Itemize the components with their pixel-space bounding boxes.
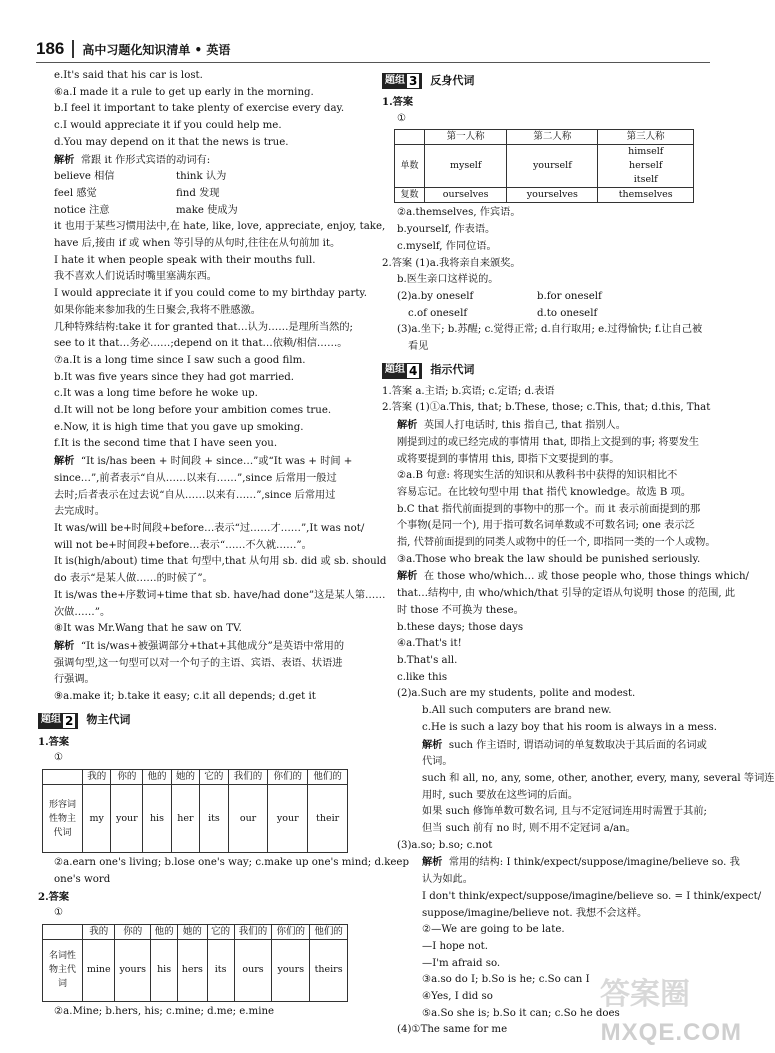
- verb-pair: [54, 203, 362, 220]
- analysis-text: such 作主语时, 谓语动词的单复数取决于其后面的名词或: [448, 739, 707, 751]
- section-heading-3: [382, 72, 712, 90]
- section-title: 物主代词: [86, 713, 131, 727]
- text-line: —I'm afraid so.: [422, 957, 501, 969]
- cell-line: herself: [629, 160, 663, 172]
- text-line: ⑨a.make it; b.take it easy; c.it all depends; d.get it: [54, 691, 316, 703]
- table-row: [395, 145, 694, 188]
- table-cell: yourself: [507, 145, 598, 188]
- text-line: 代词。: [422, 756, 453, 768]
- table-header-cell: 第一人称: [425, 130, 507, 145]
- analysis-text: “It is/has been + 时间段 + since…”或“It was + 时间 +: [80, 456, 353, 468]
- table-cell: theirs: [310, 939, 348, 1001]
- section-tag: [38, 713, 78, 729]
- analysis-line: [54, 152, 362, 170]
- analysis-line: [382, 417, 712, 435]
- text-line: ②a.earn one's living; b.lose one's way; c.make up one's mind; d.keep: [54, 857, 409, 869]
- table-header-cell: 你们的: [272, 924, 310, 939]
- text-line: (3)a.坐下; b.苏醒; c.觉得正常; d.自行取用; e.过得愉快; f.让自己被: [397, 324, 703, 336]
- text-line: it 也用于某些习惯用法中,在 hate, like, love, appreciate, enjoy, take,: [54, 221, 386, 233]
- text-line: 几种特殊结构:take it for granted that…认为……是理所当然的;: [54, 321, 353, 333]
- table-header-cell: 你的: [111, 770, 143, 785]
- option-right: d.to oneself: [537, 307, 598, 319]
- option-left: (2)a.by oneself: [397, 290, 474, 302]
- option-left: c.of oneself: [408, 307, 468, 319]
- verb-right: think 认为: [176, 171, 227, 183]
- table-header-cell: 他的: [151, 924, 178, 939]
- analysis-line: [54, 638, 362, 656]
- text-line: suppose/imagine/believe not. 我想不会这样。: [422, 907, 648, 919]
- table-cell: their: [308, 785, 348, 853]
- table-header-cell: 第二人称: [507, 130, 598, 145]
- text-line: 或将要提到的事情用 this, 即指下文要提到的事。: [397, 453, 620, 465]
- section-heading-2: [38, 712, 362, 730]
- adjective-possessive-table: [42, 769, 348, 853]
- verb-left: believe 相信: [54, 171, 115, 183]
- cell-line: itself: [633, 174, 658, 186]
- text-line: b.yourself, 作表语。: [397, 224, 496, 236]
- text-line: 我不喜欢人们说话时嘴里塞满东西。: [54, 271, 217, 283]
- table-header-cell: 你的: [115, 924, 151, 939]
- text-line: I don't think/expect/suppose/imagine/believe so. = I think/expect/: [422, 890, 762, 902]
- text-line: b.That's all.: [397, 654, 458, 666]
- option-pair: [382, 289, 712, 306]
- section-title: 指示代词: [430, 363, 475, 377]
- table-row: [395, 188, 694, 203]
- table-header-row: [43, 770, 348, 785]
- table-header-cell: 我的: [83, 924, 115, 939]
- text-line: ⑥a.I made it a rule to get up early in the morning.: [54, 86, 314, 98]
- text-line: 去时;后者表示在过去说“自从……以来有……”,since 后常用过: [54, 489, 336, 501]
- text-line: 如果 such 修饰单数可数名词, 且与不定冠词连用时需置于其前;: [422, 806, 707, 818]
- analysis-label: 解析: [54, 639, 75, 652]
- section-tag-number: 4: [409, 363, 418, 378]
- table-cell: her: [171, 785, 199, 853]
- section-title: 反身代词: [430, 73, 475, 87]
- text-line: ③a.so do I; b.So is he; c.So can I: [422, 974, 590, 986]
- table-header-cell: 她的: [171, 770, 199, 785]
- text-line: ⑤a.So she is; b.So it can; c.So he does: [422, 1007, 620, 1019]
- noun-possessive-table: [42, 924, 348, 1002]
- analysis-label: 解析: [54, 153, 75, 166]
- text-line: b.these days; those days: [397, 621, 524, 633]
- reflexive-pronoun-table: [394, 129, 694, 203]
- text-line: b.医生亲口这样说的。: [397, 274, 499, 286]
- text-line: It was/will be+时间段+before…表示“过……才……”,It was not/: [54, 522, 365, 534]
- text-line: 但当 such 前有 no 时, 则不用不定冠词 a/an。: [422, 823, 636, 835]
- text-line: ②a.B 句意: 将现实生活的知识和从教科书中获得的知识相比不: [397, 470, 678, 482]
- left-column: [38, 68, 409, 1021]
- section-heading-4: [382, 362, 712, 380]
- header-rule: [36, 62, 710, 63]
- text-line: f.It is the second time that I have seen you.: [54, 438, 278, 450]
- table-header-cell: 你们的: [268, 770, 308, 785]
- table-row: [43, 785, 348, 853]
- table-corner: [43, 770, 83, 785]
- verb-right: make 使成为: [176, 204, 238, 216]
- verb-left: notice 注意: [54, 204, 110, 216]
- text-line: I would appreciate it if you could come to my birthday party.: [54, 288, 368, 300]
- section-tag-number: 3: [409, 74, 418, 88]
- text-line: c.He is such a lazy boy that his room is always in a mess.: [422, 721, 717, 733]
- text-line: 次做……”。: [54, 606, 111, 618]
- table-cell: yours: [272, 939, 310, 1001]
- table-header-cell: 她的: [178, 924, 207, 939]
- table-header-cell: 我的: [83, 770, 111, 785]
- analysis-label: 解析: [397, 419, 418, 432]
- verb-right: find 发现: [176, 187, 220, 199]
- text-line: since…”,前者表示“自从……以来有……”,since 后常用一般过: [54, 472, 337, 484]
- table-header-cell: 他们的: [308, 770, 348, 785]
- text-line: such 和 all, no, any, some, other, another, every, many, several 等词连: [422, 772, 775, 784]
- text-line: ④a.That's it!: [397, 638, 462, 650]
- verb-left: feel 感觉: [54, 187, 97, 199]
- table-cell: mine: [83, 939, 115, 1001]
- text-line: c.It was a long time before he woke up.: [54, 388, 258, 400]
- watermark-logo: 答案圈: [600, 977, 690, 1012]
- table-header-row: [43, 924, 348, 939]
- table-cell: its: [200, 785, 228, 853]
- verb-pair: [54, 186, 362, 203]
- analysis-line: [54, 453, 362, 471]
- circled-number: ①: [54, 907, 64, 919]
- text-line: do 表示“是某人做……的时候了”。: [54, 573, 213, 585]
- section-tag-number: 2: [65, 713, 74, 728]
- table-row-header: 形容词性物主代词: [43, 785, 83, 853]
- text-line: 行强调。: [54, 674, 95, 686]
- analysis-text: 英国人打电话时, this 指自己, that 指别人。: [423, 420, 626, 432]
- analysis-label: 解析: [54, 455, 75, 468]
- table-header-cell: 我们的: [234, 924, 272, 939]
- table-row-header: 单数: [395, 145, 425, 188]
- table-header-cell: 第三人称: [598, 130, 694, 145]
- text-line: (4)①The same for me: [397, 1024, 508, 1036]
- text-line: ②—We are going to be late.: [422, 924, 565, 936]
- table-header-cell: 我们的: [228, 770, 268, 785]
- text-line: ④Yes, I did so: [422, 991, 493, 1003]
- text-line: b.All such computers are brand new.: [422, 705, 612, 717]
- table-header-cell: 它的: [207, 924, 234, 939]
- table-cell: its: [207, 939, 234, 1001]
- table-cell: ours: [234, 939, 272, 1001]
- right-column: [382, 68, 775, 1039]
- running-header: [36, 38, 230, 60]
- text-line: e.Now, it is high time that you gave up smoking.: [54, 421, 304, 433]
- text-line: have 后,接由 if 或 when 等引导的从句时,往往在从句前加 it。: [54, 238, 341, 250]
- table-cell: yourselves: [507, 188, 598, 203]
- text-line: e.It's said that his car is lost.: [54, 70, 203, 81]
- text-line: It is(high/about) time that 句型中,that 从句用 sb. did 或 sb. should: [54, 556, 387, 568]
- table-row-header: 名词性物主代词: [43, 939, 83, 1001]
- table-cell: our: [228, 785, 268, 853]
- table-cell: ourselves: [425, 188, 507, 203]
- text-line: 容易忘记。在比较句型中用 that 指代 knowledge。故选 B 项。: [397, 486, 692, 498]
- circled-number: ①: [397, 112, 407, 124]
- table-cell: his: [143, 785, 171, 853]
- text-line: 强调句型,这一句型可以对一个句子的主语、宾语、表语、状语进: [54, 657, 343, 669]
- text-line: 认为如此。: [422, 874, 473, 886]
- text-line: c.I would appreciate it if you could help me.: [54, 120, 282, 132]
- table-header-cell: 他们的: [310, 924, 348, 939]
- text-line: (3)a.so; b.so; c.not: [397, 839, 493, 851]
- cell-line: himself: [628, 146, 664, 158]
- answer-label: 1.答案: [38, 735, 70, 748]
- text-line: 2.答案 (1)①a.This, that; b.These, those; c.This, that; d.this, That: [382, 402, 711, 414]
- text-line: will not be+时间段+before…表示“……不久就……”。: [54, 539, 312, 551]
- watermark-url: MXQE.COM: [600, 1019, 742, 1046]
- text-line: c.myself, 作同位语。: [397, 240, 497, 252]
- verb-pair: [54, 169, 362, 186]
- answer-label: 2.答案: [38, 890, 70, 903]
- table-header-cell: 他的: [143, 770, 171, 785]
- text-line: ⑧It was Mr.Wang that he saw on TV.: [54, 623, 242, 635]
- text-line: (2)a.Such are my students, polite and modest.: [397, 688, 636, 700]
- table-corner: [43, 924, 83, 939]
- table-cell: myself: [425, 145, 507, 188]
- text-line: 看见: [408, 341, 429, 353]
- analysis-line: [382, 737, 712, 755]
- section-tag: [382, 363, 422, 379]
- analysis-label: 解析: [397, 570, 418, 583]
- option-pair: [382, 306, 712, 323]
- analysis-line: [382, 854, 740, 872]
- table-cell: your: [111, 785, 143, 853]
- section-tag-label: 题组: [41, 714, 61, 726]
- text-line: that…结构中, 由 who/which/that 引导的定语从句说明 those 的范围, 此: [397, 588, 736, 600]
- analysis-label: 解析: [422, 738, 443, 751]
- text-line: 如果你能来参加我的生日聚会,我将不胜感激。: [54, 304, 261, 316]
- text-line: d.It will not be long before your ambition comes true.: [54, 405, 332, 417]
- table-row-header: 复数: [395, 188, 425, 203]
- text-line: 用时, such 要放在这些词的后面。: [422, 789, 579, 801]
- analysis-text: 在 those who/which… 或 those people who, those things which/: [423, 571, 749, 583]
- analysis-text: “It is/was+被强调部分+that+其他成分”是英语中常用的: [80, 640, 345, 652]
- text-line: 刚提到过的或已经完成的事情用 that, 即指上文提到的事; 将要发生: [397, 436, 700, 448]
- option-right: b.for oneself: [537, 290, 602, 302]
- table-cell: yours: [115, 939, 151, 1001]
- table-cell: themselves: [598, 188, 694, 203]
- table-corner: [395, 130, 425, 145]
- text-line: one's word: [54, 873, 111, 885]
- table-cell: [598, 145, 694, 188]
- circled-number: ①: [54, 752, 64, 764]
- table-cell: your: [268, 785, 308, 853]
- text-line: ③a.Those who break the law should be punished seriously.: [397, 553, 701, 565]
- text-line: ⑦a.It is a long time since I saw such a good film.: [54, 354, 306, 366]
- answer-label: 1.答案: [382, 96, 414, 108]
- book-title: 高中习题化知识清单 • 英语: [82, 42, 231, 57]
- text-line: b.C that 指代前面提到的事物中的那一个。而 it 表示前面提到的那: [397, 503, 701, 515]
- text-line: c.like this: [397, 671, 448, 683]
- section-tag-label: 题组: [385, 364, 405, 376]
- page-number: 186: [36, 40, 74, 58]
- table-header-row: [395, 130, 694, 145]
- analysis-line: [382, 568, 749, 586]
- table-cell: his: [151, 939, 178, 1001]
- text-line: 1.答案 a.主语; b.宾语; c.定语; d.表语: [382, 385, 555, 397]
- text-line: I hate it when people speak with their mouths full.: [54, 254, 316, 266]
- table-cell: hers: [178, 939, 207, 1001]
- section-tag-label: 题组: [385, 74, 405, 86]
- text-line: d.You may depend on it that the news is true.: [54, 136, 289, 148]
- text-line: 时 those 不可换为 these。: [397, 604, 524, 616]
- text-line: 指, 代替前面提到的同类人或物中的任一个, 即指同一类的一个人或物。: [397, 537, 716, 549]
- table-row: [43, 939, 348, 1001]
- table-cell: my: [83, 785, 111, 853]
- analysis-text: 常用的结构: I think/expect/suppose/imagine/believe so. 我: [448, 857, 740, 869]
- analysis-label: 解析: [422, 856, 443, 869]
- text-line: 2.答案 (1)a.我将亲自来颁奖。: [382, 257, 521, 269]
- text-line: —I hope not.: [422, 940, 488, 952]
- section-tag: [382, 73, 422, 89]
- text-line: It is/was the+序数词+time that sb. have/had done”这是某人第……: [54, 589, 386, 601]
- analysis-text: 常跟 it 作形式宾语的动词有:: [80, 154, 211, 166]
- text-line: see to it that…务必……;depend on it that…依赖/相信……。: [54, 338, 348, 350]
- table-header-cell: 它的: [200, 770, 228, 785]
- text-line: ②a.Mine; b.hers, his; c.mine; d.me; e.mine: [54, 1005, 275, 1017]
- text-line: b.I feel it important to take plenty of exercise every day.: [54, 103, 345, 115]
- text-line: 去完成时。: [54, 506, 105, 518]
- text-line: ②a.themselves, 作宾语。: [397, 207, 521, 219]
- text-line: b.It was five years since they had got married.: [54, 371, 294, 383]
- text-line: 个事物(是同一个), 用于指可数名词单数或不可数名词; one 表示泛: [397, 520, 695, 532]
